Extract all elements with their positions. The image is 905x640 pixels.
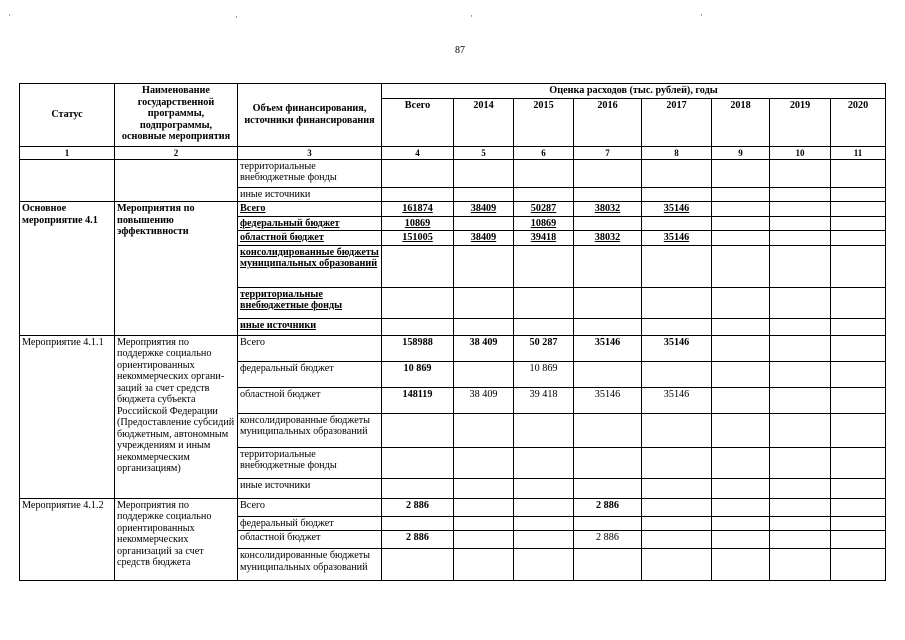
value-cell: 38409 [454, 202, 514, 217]
value-cell [712, 187, 770, 202]
funding-source-cell: территориальные внебюджетные фонды [238, 287, 382, 318]
value-cell [454, 413, 514, 447]
value-cell [454, 478, 514, 498]
value-cell [642, 516, 712, 531]
value-cell: 35146 [574, 335, 642, 361]
funding-source-cell: Всего [238, 202, 382, 217]
value-cell: 38409 [454, 231, 514, 246]
value-cell [454, 287, 514, 318]
value-cell [712, 245, 770, 287]
value-cell [574, 318, 642, 335]
funding-source-cell: Всего [238, 498, 382, 516]
value-cell [831, 231, 886, 246]
value-cell [514, 318, 574, 335]
value-cell: 39418 [514, 231, 574, 246]
value-cell [712, 498, 770, 516]
value-cell [770, 498, 831, 516]
value-cell [712, 361, 770, 387]
budget-table [19, 83, 886, 581]
value-cell: 35146 [642, 335, 712, 361]
value-cell [712, 549, 770, 581]
col-number: 3 [238, 146, 382, 159]
value-cell [514, 187, 574, 202]
value-cell: 35146 [642, 202, 712, 217]
value-cell [831, 478, 886, 498]
value-cell [831, 447, 886, 478]
col-number: 10 [770, 146, 831, 159]
value-cell [642, 447, 712, 478]
col-number: 2 [115, 146, 238, 159]
value-cell: 39 418 [514, 387, 574, 413]
funding-source-cell: иные источники [238, 478, 382, 498]
value-cell [382, 478, 454, 498]
value-cell [770, 531, 831, 549]
value-cell [712, 318, 770, 335]
value-cell [454, 318, 514, 335]
value-cell [770, 202, 831, 217]
value-cell [382, 245, 454, 287]
funding-source-cell: иные источники [238, 318, 382, 335]
value-cell [642, 549, 712, 581]
value-cell [831, 318, 886, 335]
value-cell [574, 549, 642, 581]
value-cell [770, 516, 831, 531]
funding-source-cell: консолидированные бюджеты муниципальных образований [238, 549, 382, 581]
value-cell: 38032 [574, 202, 642, 217]
value-cell [770, 549, 831, 581]
status-cell [20, 159, 115, 202]
header-col-total: Всего [382, 98, 454, 146]
value-cell [712, 159, 770, 187]
header-col-2020: 2020 [831, 98, 886, 146]
value-cell [574, 361, 642, 387]
value-cell: 158988 [382, 335, 454, 361]
funding-source-cell: территориальные внебюджетные фонды [238, 447, 382, 478]
col-number: 5 [454, 146, 514, 159]
value-cell [831, 361, 886, 387]
col-number: 8 [642, 146, 712, 159]
header-program-name: Наименование государственной программы, подпрограммы, основные мероприятия [115, 84, 238, 147]
value-cell: 151005 [382, 231, 454, 246]
value-cell [831, 159, 886, 187]
value-cell [642, 361, 712, 387]
value-cell [712, 335, 770, 361]
value-cell [770, 159, 831, 187]
value-cell: 10 869 [514, 361, 574, 387]
status-cell: Мероприятие 4.1.1 [20, 335, 115, 498]
value-cell: 35146 [642, 231, 712, 246]
value-cell [712, 531, 770, 549]
value-cell [514, 447, 574, 478]
header-cost-estimate: Оценка расходов (тыс. рублей), годы [382, 84, 886, 99]
value-cell [642, 318, 712, 335]
value-cell [514, 549, 574, 581]
funding-source-cell: территориальные внебюджетные фонды [238, 159, 382, 187]
value-cell [831, 498, 886, 516]
value-cell [574, 478, 642, 498]
table-row [20, 159, 886, 187]
value-cell [454, 516, 514, 531]
value-cell [831, 531, 886, 549]
value-cell: 2 886 [574, 498, 642, 516]
value-cell [514, 531, 574, 549]
value-cell: 161874 [382, 202, 454, 217]
value-cell [454, 216, 514, 231]
value-cell [770, 361, 831, 387]
value-cell [831, 202, 886, 217]
value-cell [382, 159, 454, 187]
value-cell [712, 231, 770, 246]
table-row [20, 202, 886, 217]
value-cell [382, 516, 454, 531]
value-cell [514, 413, 574, 447]
program-name-cell: Мероприятия по поддержке социально ориентированных некоммерческих органи-заций за счет средств бюджета субъекта Российской Федерации (Предоставление субсидий бюджетным, автономным учреждениям и иным некоммерческим организациям) [115, 335, 238, 498]
value-cell [770, 335, 831, 361]
value-cell [770, 231, 831, 246]
program-name-cell [115, 159, 238, 202]
value-cell [770, 387, 831, 413]
funding-source-cell: областной бюджет [238, 387, 382, 413]
scan-speck: · [470, 11, 473, 21]
value-cell [514, 287, 574, 318]
col-number: 6 [514, 146, 574, 159]
funding-source-cell: областной бюджет [238, 231, 382, 246]
funding-source-cell: иные источники [238, 187, 382, 202]
value-cell [642, 531, 712, 549]
value-cell [712, 387, 770, 413]
value-cell [831, 287, 886, 318]
value-cell [574, 516, 642, 531]
header-col-2019: 2019 [770, 98, 831, 146]
value-cell [454, 187, 514, 202]
value-cell: 2 886 [382, 498, 454, 516]
value-cell [454, 245, 514, 287]
value-cell [454, 447, 514, 478]
col-number: 11 [831, 146, 886, 159]
value-cell [382, 413, 454, 447]
value-cell [770, 287, 831, 318]
value-cell [770, 187, 831, 202]
value-cell [712, 447, 770, 478]
header-col-2016: 2016 [574, 98, 642, 146]
value-cell [382, 318, 454, 335]
funding-source-cell: федеральный бюджет [238, 216, 382, 231]
value-cell: 10869 [514, 216, 574, 231]
header-status: Статус [20, 84, 115, 147]
funding-source-cell: консолидированные бюджеты муниципальных образований [238, 245, 382, 287]
value-cell [642, 413, 712, 447]
value-cell: 35146 [642, 387, 712, 413]
value-cell [574, 159, 642, 187]
value-cell [514, 516, 574, 531]
value-cell: 148119 [382, 387, 454, 413]
value-cell [574, 245, 642, 287]
table-body [20, 159, 886, 581]
value-cell [454, 361, 514, 387]
value-cell [712, 202, 770, 217]
header-col-2014: 2014 [454, 98, 514, 146]
value-cell [574, 187, 642, 202]
value-cell [770, 216, 831, 231]
value-cell [712, 478, 770, 498]
value-cell [642, 187, 712, 202]
value-cell [514, 159, 574, 187]
funding-source-cell: Всего [238, 335, 382, 361]
value-cell [831, 387, 886, 413]
value-cell [712, 516, 770, 531]
value-cell: 10869 [382, 216, 454, 231]
value-cell [382, 447, 454, 478]
col-number: 9 [712, 146, 770, 159]
table-row [20, 498, 886, 516]
value-cell [831, 245, 886, 287]
status-cell: Основное мероприятие 4.1 [20, 202, 115, 336]
col-number: 4 [382, 146, 454, 159]
value-cell: 50 287 [514, 335, 574, 361]
program-name-cell: Мероприятия по поддержке социально ориентированных некоммерческих организаций за счет средств бюджета [115, 498, 238, 581]
header-col-2017: 2017 [642, 98, 712, 146]
scan-speck: · [8, 10, 11, 20]
value-cell [574, 447, 642, 478]
value-cell [831, 187, 886, 202]
value-cell [831, 516, 886, 531]
value-cell [642, 498, 712, 516]
value-cell: 2 886 [382, 531, 454, 549]
value-cell [642, 287, 712, 318]
scan-speck: · [700, 10, 703, 20]
value-cell [514, 498, 574, 516]
value-cell [712, 216, 770, 231]
value-cell: 50287 [514, 202, 574, 217]
column-number-row [20, 146, 886, 159]
value-cell [712, 287, 770, 318]
value-cell [574, 287, 642, 318]
value-cell [831, 216, 886, 231]
value-cell [382, 187, 454, 202]
value-cell [642, 159, 712, 187]
value-cell: 2 886 [574, 531, 642, 549]
value-cell: 35146 [574, 387, 642, 413]
value-cell [454, 549, 514, 581]
funding-source-cell: областной бюджет [238, 531, 382, 549]
value-cell [454, 531, 514, 549]
value-cell [770, 245, 831, 287]
scan-speck: · [235, 12, 238, 22]
value-cell [642, 245, 712, 287]
col-number: 1 [20, 146, 115, 159]
value-cell [574, 216, 642, 231]
value-cell [831, 413, 886, 447]
value-cell [770, 413, 831, 447]
value-cell [382, 287, 454, 318]
value-cell: 10 869 [382, 361, 454, 387]
funding-source-cell: федеральный бюджет [238, 361, 382, 387]
value-cell [712, 413, 770, 447]
col-number: 7 [574, 146, 642, 159]
value-cell [831, 549, 886, 581]
page-number: 87 [455, 45, 465, 56]
value-cell [642, 478, 712, 498]
table-row [20, 335, 886, 361]
header-col-2015: 2015 [514, 98, 574, 146]
value-cell [770, 318, 831, 335]
value-cell [770, 447, 831, 478]
value-cell [514, 478, 574, 498]
value-cell [831, 335, 886, 361]
value-cell: 38 409 [454, 387, 514, 413]
value-cell [574, 413, 642, 447]
value-cell: 38032 [574, 231, 642, 246]
header-financing: Объем финансирования, источники финансирования [238, 84, 382, 147]
value-cell [642, 216, 712, 231]
value-cell [382, 549, 454, 581]
value-cell [514, 245, 574, 287]
value-cell [454, 159, 514, 187]
funding-source-cell: федеральный бюджет [238, 516, 382, 531]
program-name-cell: Мероприятия по повышению эффективности [115, 202, 238, 336]
value-cell: 38 409 [454, 335, 514, 361]
funding-source-cell: консолидированные бюджеты муниципальных образований [238, 413, 382, 447]
value-cell [454, 498, 514, 516]
header-col-2018: 2018 [712, 98, 770, 146]
status-cell: Мероприятие 4.1.2 [20, 498, 115, 581]
value-cell [770, 478, 831, 498]
